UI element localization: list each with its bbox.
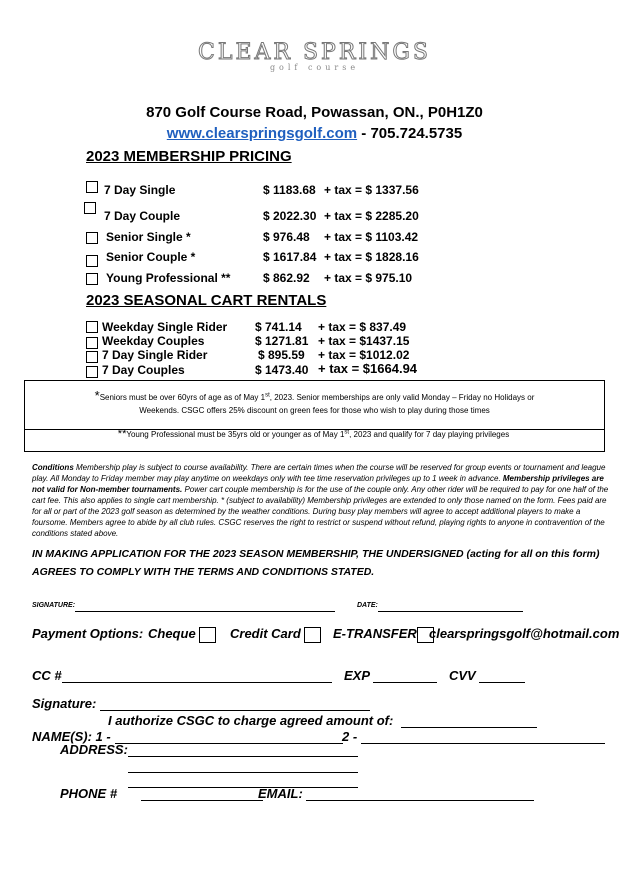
- cart-label-4: 7 Day Couples: [102, 363, 185, 377]
- cart-label-2: Weekday Couples: [102, 334, 205, 348]
- signature-line[interactable]: [75, 611, 335, 612]
- cart-tax-4: + tax = $1664.94: [318, 361, 418, 376]
- cart-checkbox-4[interactable]: [86, 363, 98, 381]
- membership-checkbox-2[interactable]: [84, 199, 96, 217]
- names-row: NAME(S): 1 -: [32, 729, 343, 744]
- cvv-row: CVV: [449, 668, 525, 683]
- senior-note: *Seniors must be over 60yrs of age as of May 1st, 2023. Senior memberships are only valid Monday – Friday no Holidays or: [94, 388, 535, 403]
- phone-number: - 705.724.5735: [361, 125, 463, 142]
- membership-checkbox-3[interactable]: [86, 229, 98, 247]
- signature2-line[interactable]: [100, 710, 370, 711]
- phone-line[interactable]: [141, 800, 263, 801]
- etransfer-option[interactable]: E-TRANSFER: [333, 626, 434, 643]
- checkbox-icon[interactable]: [86, 337, 98, 349]
- membership-label-2: 7 Day Couple: [104, 209, 181, 223]
- credit-card-checkbox[interactable]: [304, 627, 321, 643]
- website-link[interactable]: www.clearspringsgolf.com: [166, 125, 358, 142]
- contact-line: [0, 125, 629, 142]
- logo-text: CLEAR SPRINGS: [198, 40, 431, 65]
- date-row: DATE:: [357, 594, 523, 612]
- membership-price-1: $ 1183.68: [263, 183, 316, 197]
- membership-price-2: $ 2022.30: [263, 209, 317, 223]
- membership-label-5: Young Professional **: [106, 271, 231, 285]
- cart-price-1: $ 741.14: [255, 320, 302, 334]
- cart-tax-2: + tax = $1437.15: [318, 334, 410, 348]
- cart-tax-1: + tax = $ 837.49: [318, 320, 407, 334]
- cart-price-3: $ 895.59: [258, 348, 305, 362]
- young-pro-note: **Young Professional must be 35yrs old or younger as of May 1st, 2023 and qualify for 7 day playing privileges: [117, 428, 510, 440]
- checkbox-icon[interactable]: [86, 181, 98, 193]
- checkbox-icon[interactable]: [86, 366, 98, 378]
- cart-heading: 2023 SEASONAL CART RENTALS: [86, 292, 327, 309]
- exp-line[interactable]: [373, 682, 437, 683]
- membership-heading: 2023 MEMBERSHIP PRICING: [86, 148, 292, 165]
- cart-price-2: $ 1271.81: [255, 334, 309, 348]
- membership-price-5: $ 862.92: [263, 271, 310, 285]
- cc-number-line[interactable]: [62, 682, 332, 683]
- address-line-1[interactable]: [128, 740, 358, 757]
- checkbox-icon[interactable]: [84, 202, 96, 214]
- membership-tax-2: + tax = $ 2285.20: [324, 209, 419, 223]
- cart-tax-3: + tax = $1012.02: [318, 348, 410, 362]
- membership-label-3: Senior Single *: [106, 230, 191, 244]
- etransfer-email: clearspringsgolf@hotmail.com: [429, 626, 620, 641]
- checkbox-icon[interactable]: [86, 321, 98, 333]
- membership-label-4: Senior Couple *: [106, 250, 196, 264]
- cart-label-3: 7 Day Single Rider: [102, 348, 208, 362]
- checkbox-icon[interactable]: [86, 255, 98, 267]
- signature-row: SIGNATURE:: [32, 594, 335, 612]
- credit-card-option[interactable]: Credit Card: [230, 626, 321, 643]
- checkbox-icon[interactable]: [86, 273, 98, 285]
- membership-checkbox-1[interactable]: [86, 178, 98, 196]
- membership-tax-3: + tax = $ 1103.42: [324, 230, 419, 244]
- payment-options-label: Payment Options:: [32, 626, 144, 641]
- membership-label-1: 7 Day Single: [104, 183, 176, 197]
- name2-line[interactable]: [361, 743, 605, 744]
- club-address: 870 Golf Course Road, Powassan, ON., P0H1Z0: [146, 104, 483, 121]
- exp-row: EXP: [344, 668, 437, 683]
- membership-tax-4: + tax = $ 1828.16: [324, 250, 419, 264]
- membership-checkbox-4[interactable]: [86, 252, 98, 270]
- email-row: EMAIL:: [258, 786, 534, 801]
- membership-checkbox-5[interactable]: [86, 270, 98, 288]
- name2-row: 2 -: [342, 729, 605, 744]
- email-line[interactable]: [306, 800, 534, 801]
- membership-tax-5: + tax = $ 975.10: [324, 271, 413, 285]
- cheque-checkbox[interactable]: [199, 627, 216, 643]
- checkbox-icon[interactable]: [86, 351, 98, 363]
- conditions-text: Conditions Membership play is subject to course availability. There are certain times when the course will be reserved for group events or tournament and league play. All Monday to Friday member may play anytime on weekdays only with tee time reservation privileges up to 1 week in advance. Membership privileges are not valid for Non-member tournaments. Power cart couple membership is for the use of the couple only. Any other rider will be required to pay for one half of the cart fee. This also applies to single cart membership. * (subject to availability) Membership privileges are extended to only those named on the form. Fees paid are for all or part of the 2023 golf season as determined by the weather conditions. During busy play members will agree to accept additional players to make a foursome. Members agree to abide by all club rules. CSGC reserves the right to restrict or suspend without refund, playing rights to anyone in contravention of the conditions stated above.: [32, 463, 609, 538]
- cvv-line[interactable]: [479, 682, 525, 683]
- notes-border: [24, 380, 605, 452]
- logo-subtext: golf course: [269, 63, 360, 72]
- membership-price-3: $ 976.48: [263, 230, 310, 244]
- agreement-statement: IN MAKING APPLICATION FOR THE 2023 SEASON MEMBERSHIP, THE UNDERSIGNED (acting for all on this form) AGREES TO COMPLY WITH THE TERMS AND CONDITIONS STATED.: [32, 548, 600, 578]
- signature2-row: Signature:: [32, 696, 370, 711]
- cart-label-1: Weekday Single Rider: [102, 320, 228, 334]
- cart-price-4: $ 1473.40: [255, 363, 309, 377]
- logo: [0, 40, 629, 72]
- membership-price-4: $ 1617.84: [263, 250, 317, 264]
- authorize-row: I authorize CSGC to charge agreed amount of:: [108, 713, 537, 728]
- checkbox-icon[interactable]: [86, 232, 98, 244]
- phone-row: PHONE #: [60, 786, 263, 801]
- cc-row: CC #: [32, 668, 332, 683]
- authorize-amount-line[interactable]: [401, 727, 537, 728]
- address-label: ADDRESS:: [60, 742, 128, 757]
- membership-tax-1: + tax = $ 1337.56: [324, 183, 419, 197]
- date-line[interactable]: [378, 611, 523, 612]
- senior-note-continued: Weekends. CSGC offers 25% discount on green fees for those who wish to play during those times: [139, 406, 490, 415]
- cheque-option[interactable]: Cheque: [148, 626, 216, 643]
